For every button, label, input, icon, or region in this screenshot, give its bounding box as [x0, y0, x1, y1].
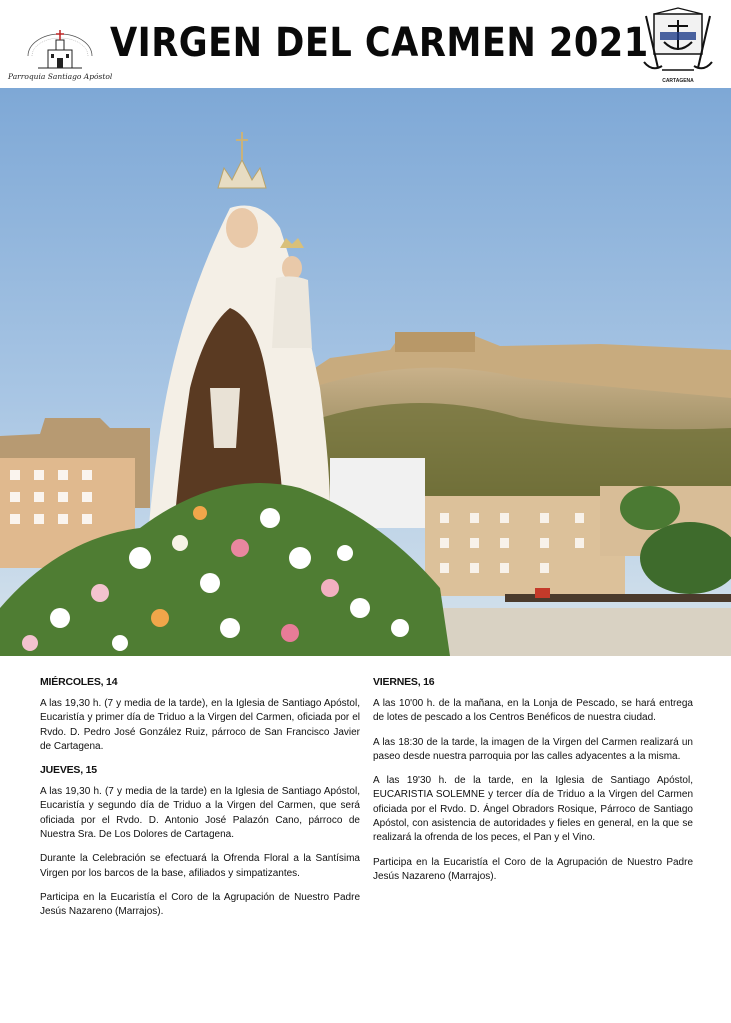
parish-logo-caption: Parroquia Santiago Apóstol — [8, 72, 113, 81]
virgin-statue-photo — [0, 88, 731, 656]
thursday-paragraph-1: A las 19,30 h. (7 y media de la tarde) en la Iglesia de Santiago Apóstol, Eucaristía y segundo día de Triduo a la Virgen del Carmen, que será oficiada por el Rvdo. D. Antonio José Palazón Cano, párroco de Nuestra Sra. De Los Dolores de Cartagena. — [40, 786, 360, 841]
day-heading-thursday: JUEVES, 15 — [40, 764, 97, 777]
day-heading-friday: VIERNES, 16 — [373, 676, 435, 688]
friday-paragraph-4: Participa en la Eucaristía el Coro de la Agrupación de Nuestro Padre Jesús Nazareno (Marrajos). — [373, 856, 693, 882]
association-logo-caption: CARTAGENA — [662, 78, 694, 84]
page-title: VIRGEN DEL CARMEN 2021 — [110, 20, 649, 66]
program-text — [40, 676, 700, 1006]
wednesday-paragraph: A las 19,30 h. (7 y media de la tarde), en la Iglesia de Santiago Apóstol, Eucaristía y primer día de Triduo a la Virgen del Carmen, oficiada por el Rvdo. D. Pedro José González Ruiz, párroco de San Francisco Javier de Cartagena. — [40, 698, 360, 752]
anchor-emblem-icon — [640, 6, 716, 78]
association-logo — [640, 6, 716, 86]
friday-paragraph-2: A las 18:30 de la tarde, la imagen de la Virgen del Carmen realizará un paseo desde nuestra parroquia por las calles adyacentes a la misma. — [373, 736, 693, 762]
header — [0, 0, 731, 88]
church-logo-icon — [8, 26, 112, 72]
friday-paragraph-1: A las 10'00 h. de la mañana, en la Lonja de Pescado, se hará entrega de lotes de pescado a los Centros Benéficos de nuestra ciudad. — [373, 698, 693, 724]
day-heading-wednesday: MIÉRCOLES, 14 — [40, 676, 118, 688]
friday-paragraph-3: A las 19'30 h. de la tarde, en la Iglesia de Santiago Apóstol, EUCARISTIA SOLEMNE y tercer día de Triduo a la Virgen del Carmen oficiada por el Rvdo. D. Ángel Obradors Rosique, Párroco de Santiago Apóstol, con asistencia de autoridades y fieles en general, en la que se realizará la ofrenda de los peces, el Pan y el Vino. — [373, 775, 693, 844]
thursday-paragraph-3: Participa en la Eucaristía el Coro de la Agrupación de Nuestro Padre Jesús Nazareno (Marrajos). — [40, 891, 360, 918]
thursday-paragraph-2: Durante la Celebración se efectuará la Ofrenda Floral a la Santísima Virgen por los barcos de la base, afiliados y simpatizantes. — [40, 853, 360, 879]
right-column — [373, 676, 693, 894]
parish-logo — [8, 26, 112, 82]
left-column — [40, 676, 360, 930]
